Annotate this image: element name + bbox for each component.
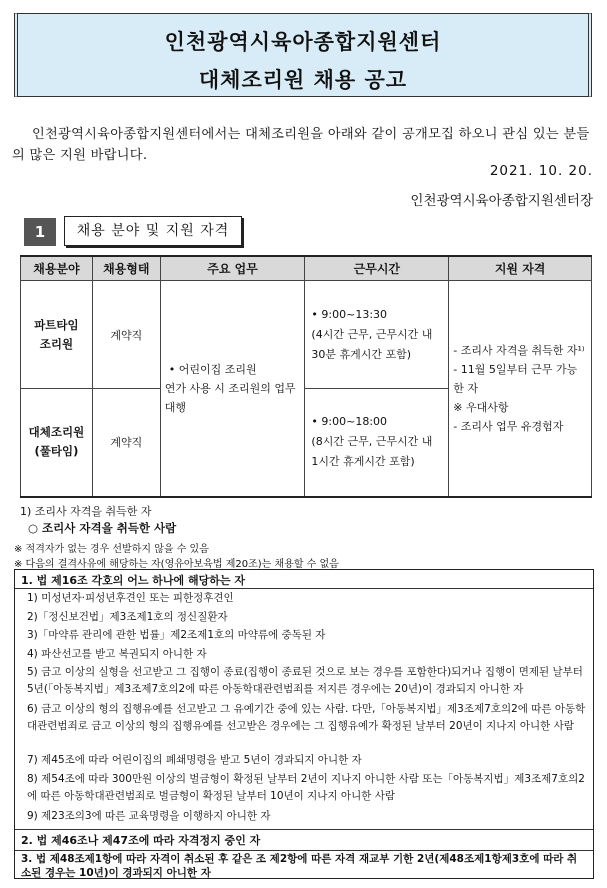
divider [15,850,593,851]
section-number: 1 [24,218,56,246]
time-detail: (4시간 근무, 근무시간 내 [311,327,433,341]
qualification-1: - 조리사 자격을 취득한 자¹⁾ [453,343,585,357]
time-range: • 9:00~13:30 [311,307,388,321]
list-item: 1) 미성년자·피성년후견인 또는 피한정후견인 [27,592,234,604]
header-type: 채용형태 [92,256,160,281]
intro-paragraph: 인천광역시육아종합지원센터에서는 대체조리원을 아래와 같이 공개모집 하오니 관심 있는 분들의 많은 지원 바랍니다. [12,127,590,163]
recruitment-table [20,255,592,498]
note-disqualification: ※ 다음의 결격사유에 해당하는 자(영유아보육법 제20조)는 채용할 수 없음 [14,559,339,570]
disqualify-heading-3: 3. 법 제48조제1항에 따라 자격이 취소된 후 같은 조 제2항에 따른 자격 재교부 기한 2년(제48조제1항제3호에 따라 취소된 경우는 10년)이 경과되지 아니한 자 [21,853,578,879]
employment-type: 계약직 [92,389,160,497]
note-no-candidate: ※ 적격자가 없는 경우 선발하지 않을 수 있음 [14,544,209,555]
footnote-1: 1) 조리사 자격을 취득한 자 [20,505,152,518]
list-item: 9) 제23조의3에 따른 교육명령을 이행하지 아니한 자 [27,810,271,822]
title-line2: 대체조리원 채용 공고 [198,68,408,92]
time-detail-2: 30분 휴게시간 포함) [311,347,412,361]
notice-date: 2021. 10. 20. [489,163,593,179]
field-cell [21,389,93,497]
employment-type: 계약직 [92,281,160,389]
time-range: • 9:00~18:00 [311,415,388,429]
list-item: 4) 파산선고를 받고 복권되지 아니한 자 [27,648,207,660]
time-detail: (8시간 근무, 근무시간 내 [311,435,433,449]
field-name-sub: 조리원 [39,336,74,351]
preference-label: ※ 우대사항 [453,400,509,414]
list-item: 8) 제54조에 따라 300만원 이상의 벌금형이 확정된 날부터 2년이 지나지 아니한 사람 또는「아동복지법」제3조제7호의2에 따른 아동학대관련범죄로 벌금형이 확정된 날부터 10년이 지나지 아니한 사람 [27,773,585,802]
list-item: 3)「마약류 관리에 관한 법률」제2조제1호의 마약류에 중독된 자 [27,629,326,641]
qualification-2: - 11월 5일부터 근무 가능한 자 [453,362,578,395]
header-duty: 주요 업무 [160,256,305,281]
field-cell [21,281,93,389]
divider [15,829,593,830]
list-item: 6) 금고 이상의 형의 집행유예를 선고받고 그 유예기간 중에 있는 사람. 다만,「아동복지법」제3조제7호의2에 따른 아동학대관련범죄로 금고 이상의 형의 집행유예를 선고받은 경우에는 그 집행유예가 확정된 날부터 20년이 지나지 아니한 사람 [27,703,586,732]
duty-cell [160,281,305,497]
section-title: 채용 분야 및 지원 자격 [64,216,242,246]
list-item: 2)「정신보건법」제3조제1호의 정신질환자 [27,611,228,623]
field-name: 파트타임 [34,317,79,332]
preference-1: - 조리사 업무 유경험자 [453,419,564,433]
header-qualification: 지원 자격 [449,256,592,281]
list-item: 5) 금고 이상의 실형을 선고받고 그 집행이 종료(집행이 종료된 것으로 보는 경우를 포함한다)되거나 집행이 면제된 날부터 5년(「아동복지법」제3조제7호의2에 따른 아동학대관련범죄를 저지른 경우에는 20년)이 경과되지 아니한 자 [27,666,583,695]
header-field: 채용분야 [21,256,93,281]
title-box [14,13,592,97]
time-detail-2: 1시간 휴게시간 포함) [311,455,415,469]
list-item: 7) 제45조에 따라 어린이집의 폐쇄명령을 받고 5년이 경과되지 아니한 자 [27,754,362,766]
disqualification-box [14,569,594,879]
field-name-sub: (풀타임) [34,444,79,459]
time-cell [305,281,449,389]
duty-line1: • 어린이집 조리원 [168,362,257,376]
divider [15,588,593,589]
header-time: 근무시간 [305,256,449,281]
title-line1: 인천광역시육아종합지원센터 [164,30,442,54]
table-row [21,281,592,389]
footnote-heading: ○ 조리사 자격을 취득한 사람 [28,521,177,535]
disqualify-heading-2: 2. 법 제46조나 제47조에 따라 자격정지 중인 자 [21,834,261,847]
organization-signature: 인천광역시육아종합지원센터장 [410,193,593,209]
table-header-row [21,256,592,281]
disqualify-heading-1: 1. 법 제16조 각호의 어느 하나에 해당하는 자 [21,574,245,587]
field-name: 대체조리원 [28,425,85,440]
duty-line2: 연가 사용 시 조리원의 업무 대행 [164,381,296,414]
qualification-cell [449,281,592,497]
time-cell [305,389,449,497]
